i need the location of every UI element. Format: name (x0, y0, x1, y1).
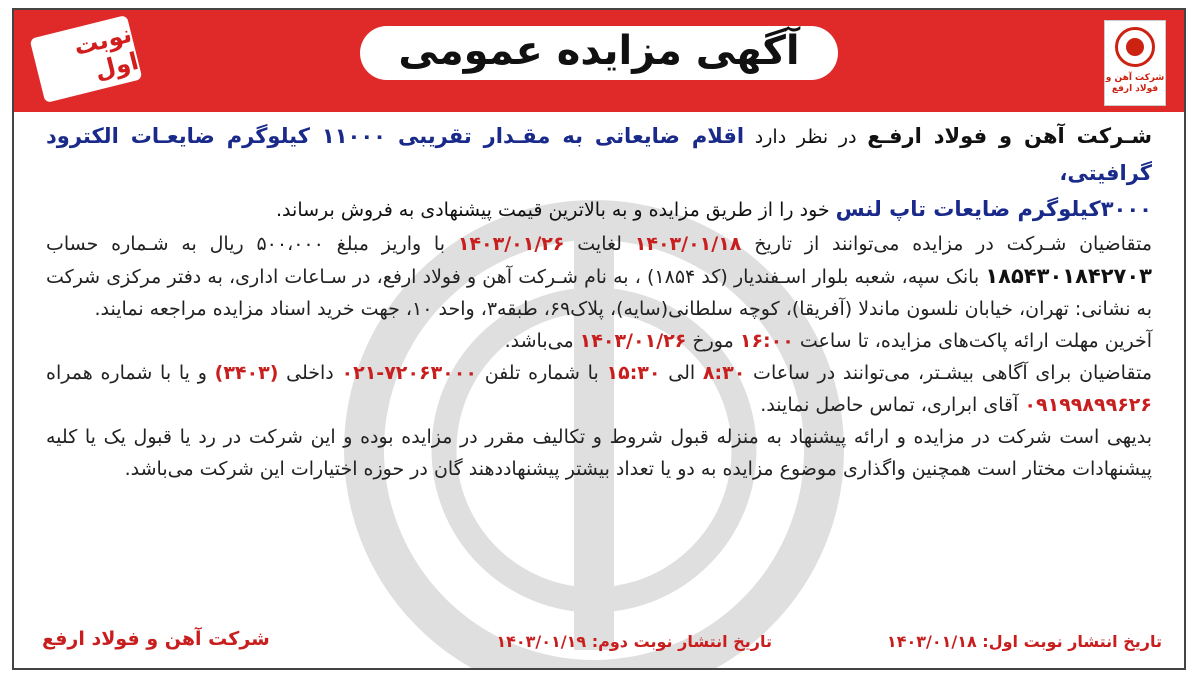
title-wrap (14, 26, 1184, 80)
paragraph-purchase (46, 228, 1152, 325)
first-publication-date: تاریخ انتشار نوبت اول: ۱۴۰۳/۰۱/۱۸ (886, 632, 1162, 651)
text-span: متقاضیان شـرکت در مزایده می‌توانند از تاریخ (741, 233, 1152, 255)
items-text: اقلام ضایعاتی به مقـدار تقریبی ۱۱۰۰۰ کیلوگرم ضایعـات الکترود گرافیتی، (46, 124, 1152, 185)
turn-badge-label: نوبت اول (70, 19, 142, 85)
notice-title: آگهی مزایده عمومی (360, 26, 837, 80)
mobile-number: ۰۹۱۹۹۸۹۹۶۲۶ (1024, 394, 1152, 416)
paragraph-contact (46, 357, 1152, 421)
text-span: آقای ابراری، تماس حاصل نمایند. (760, 394, 1025, 416)
text-span: بانک سپه، شعبه بلوار اسـفندیار (کد ۱۸۵۴) ، به نام شـرکت آهن و فولاد ارفع، در سـاعات اداری، به دفتر مرکزی شرکت به نشانی: تهران، خیابان نلسون ماندلا (آفریقا)، کوچه سلطانی(سایه)، پلاک۶۹، طبقه۳، واحد ۱۰، جهت خرید اسناد مزایده مراجعه نمایند. (46, 266, 1152, 320)
items-text-2: ۳۰۰۰کیلوگرم ضایعات تاپ لنس (835, 197, 1152, 221)
text-span: داخلی (278, 362, 342, 384)
deadline-time: ۱۶:۰۰ (739, 330, 794, 352)
logo-icon (1115, 27, 1155, 67)
phone-extension: (۳۴۰۳) (214, 362, 279, 384)
text-span: و یا با شماره همراه (46, 362, 215, 384)
logo-text: شرکت آهن و فولاد ارفع (1105, 73, 1165, 94)
start-date: ۱۴۰۳/۰۱/۱۸ (634, 233, 742, 255)
text-span: می‌باشد. (504, 330, 580, 352)
hours-end: ۱۵:۳۰ (606, 362, 661, 384)
second-publication-date: تاریخ انتشار نوبت دوم: ۱۴۰۳/۰۱/۱۹ (496, 632, 772, 651)
text-span: لغایت (564, 233, 635, 255)
paragraph-deadline (46, 325, 1152, 357)
account-number: ۱۸۵۴۳۰۱۸۴۲۷۰۳ (985, 264, 1152, 288)
header-banner (14, 10, 1184, 112)
hours-start: ۸:۳۰ (702, 362, 746, 384)
text-span: در نظر دارد (744, 126, 868, 148)
paragraph-intro (46, 118, 1152, 228)
phone-number: ۷۲۰۶۳۰۰۰-۰۲۱ (341, 362, 477, 384)
company-name-inline: شـرکت آهن و فولاد ارفـع (867, 124, 1153, 148)
deadline-date: ۱۴۰۳/۰۱/۲۶ (579, 330, 687, 352)
footer (42, 622, 1162, 662)
text-span: آخرین مهلت ارائه پاکت‌های مزایده، تا ساعت (793, 330, 1152, 352)
text-span: مورخ (686, 330, 740, 352)
paragraph-terms: بدیهی است شرکت در مزایده و ارائه پیشنهاد به منزله قبول شروط و تکالیف مقرر در مزایده بوده و این شرکت در رد یا قبول یک یا کلیه پیشنهادات مختار است همچنین واگذاری موضوع مزایده به دو یا تعداد بیشتر پیشنهاددهند گان در حوزه اختیارات این شرکت می‌باشد. (46, 426, 1152, 480)
text-span: الی (660, 362, 703, 384)
notice-frame (12, 8, 1186, 670)
footer-company-name: شرکت آهن و فولاد ارفع (42, 628, 270, 650)
notice-body (46, 118, 1152, 485)
text-span: با واریز مبلغ ۵۰۰،۰۰۰ ریال به شـماره حساب (46, 233, 458, 255)
end-date: ۱۴۰۳/۰۱/۲۶ (457, 233, 565, 255)
text-span: با شماره تلفن (476, 362, 607, 384)
company-logo (1104, 20, 1166, 106)
text-span: متقاضیان برای آگاهی بیشـتر، می‌توانند در ساعات (745, 362, 1152, 384)
text-span: خود را از طریق مزایده و به بالاترین قیمت پیشنهادی به فروش برساند. (276, 199, 836, 221)
